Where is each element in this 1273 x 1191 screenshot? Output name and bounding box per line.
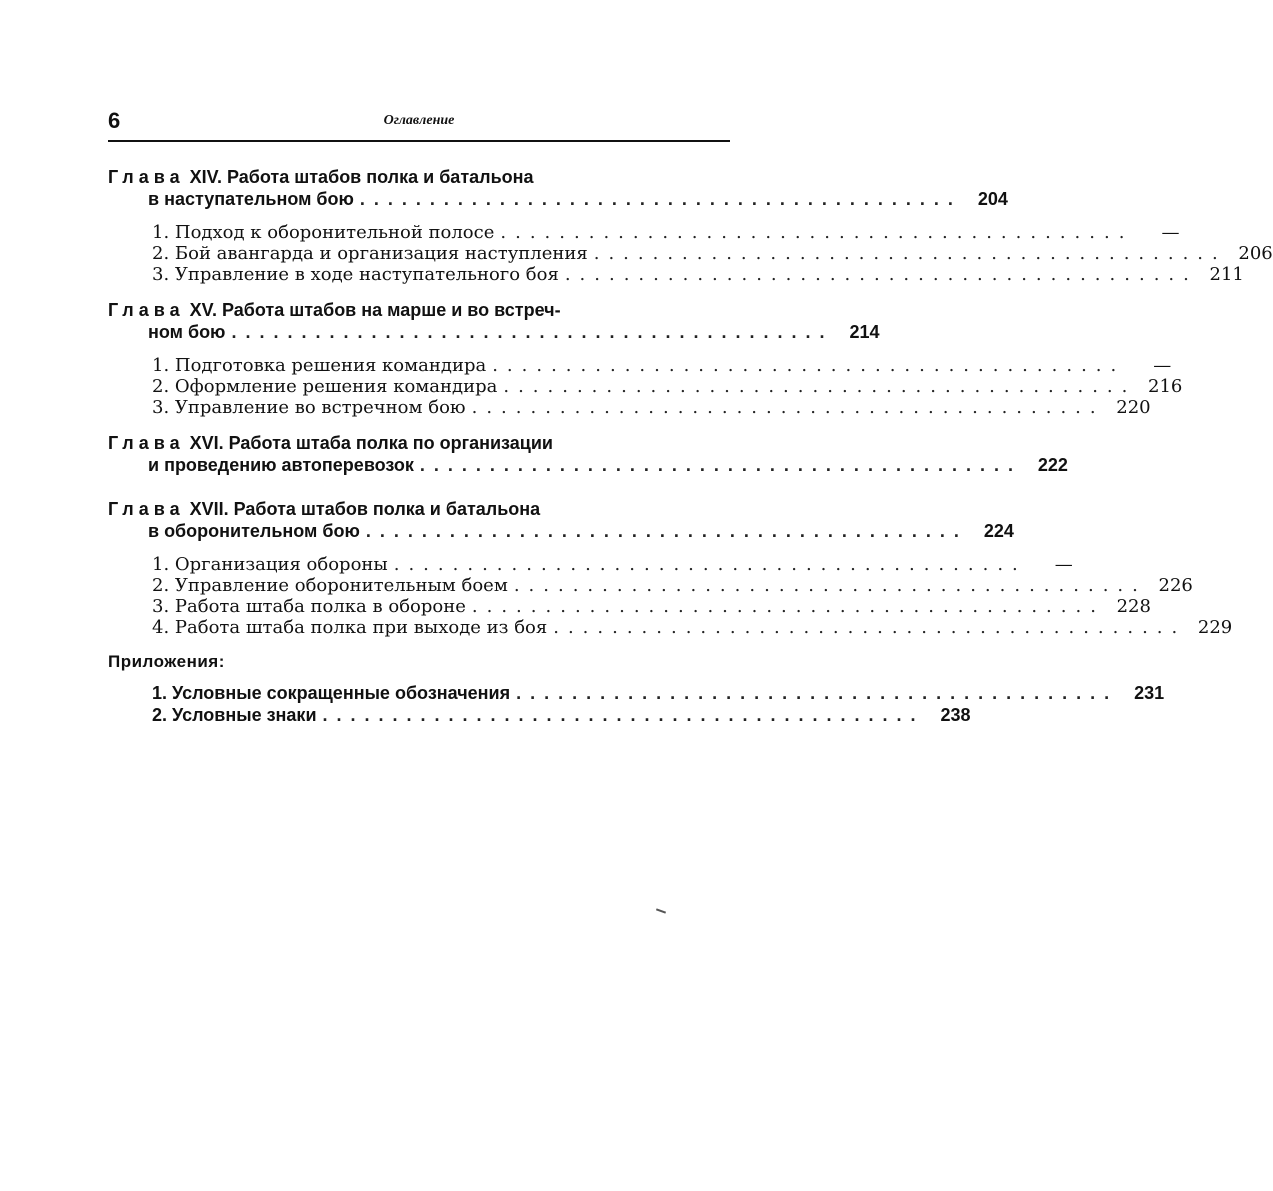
section-page: —	[1054, 554, 1073, 575]
dot-leader: ...........................................	[471, 397, 1105, 418]
chapter-title-last: ном бою	[148, 322, 226, 342]
section-entry	[108, 575, 1193, 596]
section-entry	[108, 397, 1151, 418]
running-title: Оглавление	[383, 113, 455, 128]
dot-leader: ...........................................	[503, 376, 1137, 397]
appendix-title: Приложения:	[108, 652, 225, 671]
chapter-page: 224	[983, 521, 1014, 541]
chapter-title-first: XIV. Работа штабов полка и батальона	[189, 167, 534, 187]
dot-leader: ...........................................	[593, 243, 1227, 264]
print-speck	[656, 908, 666, 913]
chapter-label: Глава	[108, 167, 185, 187]
chapter-page: 214	[849, 322, 880, 342]
chapter-16	[108, 432, 1068, 476]
dot-leader: ...........................................	[359, 189, 962, 209]
section-page: —	[1153, 355, 1172, 376]
chapter-title-last: в оборонительном бою	[148, 521, 360, 541]
chapter-title-line	[108, 520, 1014, 542]
section-entry	[108, 376, 1183, 397]
chapter-title-first: XVII. Работа штабов полка и батальона	[189, 499, 541, 519]
appendix-entry	[108, 682, 1165, 704]
dot-leader: ...........................................	[231, 322, 834, 342]
chapter-heading	[108, 299, 730, 321]
dot-leader: ...........................................	[492, 355, 1126, 376]
chapter-label: Глава	[108, 300, 185, 320]
section-page: —	[1161, 222, 1180, 243]
dot-leader: ...........................................	[564, 264, 1198, 285]
appendix-item-page: 231	[1134, 683, 1165, 703]
table-of-contents	[108, 166, 1273, 726]
chapter-title-first: XV. Работа штабов на марше и во встреч-	[189, 300, 561, 320]
section-entry	[108, 355, 1172, 376]
section-entry	[108, 222, 1180, 243]
appendix-item-title: 2. Условные знаки	[152, 705, 317, 725]
section-entry	[108, 264, 1244, 285]
chapter-15	[108, 299, 1183, 418]
chapter-title-last: и проведению автоперевозок	[148, 455, 414, 475]
appendix-item-title: 1. Условные сокращенные обозначения	[152, 683, 511, 703]
section-entry	[108, 596, 1151, 617]
chapter-17	[108, 498, 1233, 638]
section-entry	[108, 617, 1233, 638]
section-page: 228	[1116, 596, 1151, 617]
section-page: 220	[1116, 397, 1151, 418]
dot-leader: ...........................................	[419, 455, 1022, 475]
dot-leader: ...........................................	[553, 617, 1187, 638]
section-page: 211	[1209, 264, 1244, 285]
section-list	[108, 222, 1273, 285]
dot-leader: ...........................................	[516, 683, 1119, 703]
page-number: 6	[108, 108, 121, 133]
chapter-heading	[108, 498, 730, 520]
appendix	[108, 652, 1165, 726]
dot-leader: ...........................................	[513, 575, 1147, 596]
chapter-title-line	[108, 321, 880, 343]
chapter-heading	[108, 432, 730, 454]
section-title: 2. Оформление решения командира	[152, 376, 498, 397]
section-title: 1. Подход к оборонительной полосе	[152, 222, 495, 243]
chapter-label: Глава	[108, 433, 185, 453]
chapter-title-first: XVI. Работа штаба полка по организации	[189, 433, 553, 453]
dot-leader: ...........................................	[471, 596, 1105, 617]
section-title: 3. Управление во встречном бою	[152, 397, 466, 418]
dot-leader: ...........................................	[500, 222, 1134, 243]
chapter-page: 222	[1037, 455, 1068, 475]
chapter-heading	[108, 166, 730, 188]
section-title: 2. Бой авангарда и организация наступления	[152, 243, 588, 264]
chapter-page: 204	[977, 189, 1008, 209]
appendix-entry	[108, 704, 971, 726]
chapter-14	[108, 166, 1273, 285]
section-title: 1. Организация обороны	[152, 554, 388, 575]
section-list	[108, 355, 1183, 418]
section-title: 4. Работа штаба полка при выходе из боя	[152, 617, 548, 638]
section-title: 2. Управление оборонительным боем	[152, 575, 508, 596]
section-page: 229	[1197, 617, 1233, 638]
section-title: 1. Подготовка решения командира	[152, 355, 487, 376]
section-entry	[108, 243, 1273, 264]
dot-leader: ...........................................	[322, 705, 925, 725]
dot-leader: ...........................................	[393, 554, 1027, 575]
chapter-title-line	[108, 454, 1068, 476]
chapter-label: Глава	[108, 499, 185, 519]
section-page: 206	[1238, 243, 1273, 264]
section-list	[108, 554, 1233, 638]
appendix-item-page: 238	[940, 705, 971, 725]
header-rule	[108, 140, 730, 142]
chapter-title-last: в наступательном бою	[148, 189, 354, 209]
section-title: 3. Работа штаба полка в обороне	[152, 596, 466, 617]
section-page: 216	[1148, 376, 1183, 397]
section-entry	[108, 554, 1073, 575]
page-header	[108, 108, 730, 142]
section-page: 226	[1158, 575, 1193, 596]
chapter-title-line	[108, 188, 1008, 210]
section-title: 3. Управление в ходе наступательного боя	[152, 264, 559, 285]
dot-leader: ...........................................	[365, 521, 968, 541]
